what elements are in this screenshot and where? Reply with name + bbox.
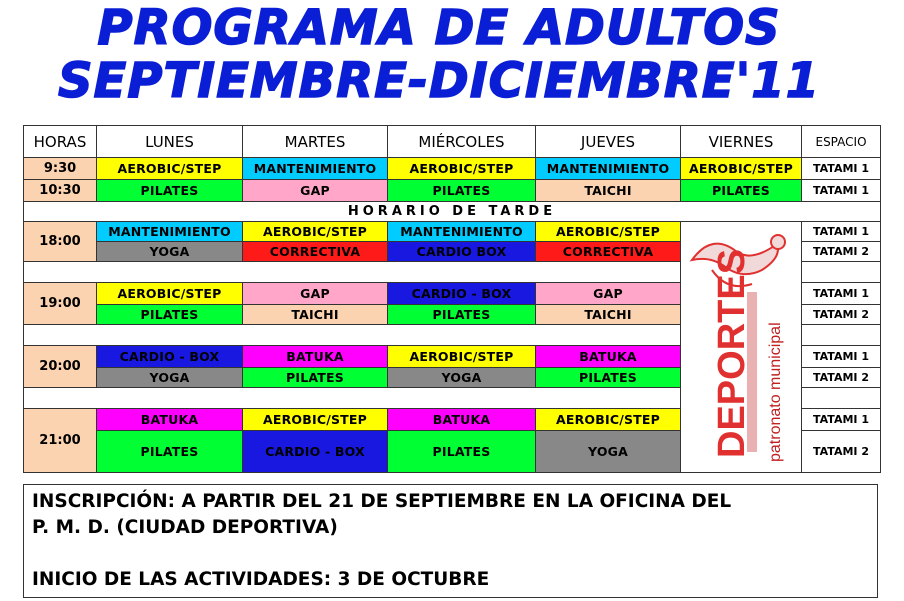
info-line-3: INICIO DE LAS ACTIVIDADES: 3 DE OCTUBRE bbox=[32, 569, 490, 590]
logo-text-2: DEPORTES bbox=[711, 248, 753, 458]
space-cell: TATAMI 1 bbox=[802, 283, 881, 305]
header-martes: MARTES bbox=[243, 126, 388, 158]
header-horas: HORAS bbox=[24, 126, 97, 158]
activity-cell: AEROBIC/STEP bbox=[243, 408, 388, 430]
activity-cell: PILATES bbox=[536, 367, 681, 387]
activity-cell: AEROBIC/STEP bbox=[97, 283, 243, 305]
header-row bbox=[24, 126, 881, 158]
activity-cell: TAICHI bbox=[536, 180, 681, 202]
hour-cell: 10:30 bbox=[24, 180, 97, 202]
activity-cell: AEROBIC/STEP bbox=[388, 346, 536, 367]
space-cell: TATAMI 1 bbox=[802, 180, 881, 202]
activity-cell: GAP bbox=[536, 283, 681, 305]
header-miercoles: MIÉRCOLES bbox=[388, 126, 536, 158]
activity-cell: GAP bbox=[243, 180, 388, 202]
deportes-logo-icon bbox=[682, 222, 800, 472]
header-lunes: LUNES bbox=[97, 126, 243, 158]
activity-cell: PILATES bbox=[388, 305, 536, 325]
spacer-cell bbox=[802, 325, 881, 346]
row-1800-a bbox=[24, 222, 881, 242]
morning-row-0930 bbox=[24, 158, 881, 180]
spacer-cell bbox=[24, 262, 681, 283]
hour-cell: 21:00 bbox=[24, 408, 97, 472]
activity-cell: GAP bbox=[243, 283, 388, 305]
afternoon-label-row bbox=[24, 202, 881, 222]
logo-cell bbox=[681, 222, 802, 473]
morning-row-1030 bbox=[24, 180, 881, 202]
activity-cell: AEROBIC/STEP bbox=[97, 158, 243, 180]
title-line-2: SEPTIEMBRE-DICIEMBRE'11 bbox=[57, 53, 821, 109]
activity-cell: PILATES bbox=[97, 180, 243, 202]
spacer-cell bbox=[802, 387, 881, 408]
space-cell: TATAMI 1 bbox=[802, 346, 881, 367]
activity-cell: AEROBIC/STEP bbox=[536, 222, 681, 242]
spacer-cell bbox=[24, 325, 681, 346]
space-cell: TATAMI 1 bbox=[802, 222, 881, 242]
activity-cell: BATUKA bbox=[536, 346, 681, 367]
activity-cell: CORRECTIVA bbox=[243, 242, 388, 262]
space-cell: TATAMI 2 bbox=[802, 367, 881, 387]
activity-cell: PILATES bbox=[97, 431, 243, 473]
space-cell: TATAMI 1 bbox=[802, 158, 881, 180]
activity-cell: PILATES bbox=[681, 180, 802, 202]
activity-cell: PILATES bbox=[388, 180, 536, 202]
activity-cell: TAICHI bbox=[536, 305, 681, 325]
pmd-logo bbox=[682, 222, 800, 472]
info-line-2: P. M. D. (CIUDAD DEPORTIVA) bbox=[32, 517, 338, 538]
space-cell: TATAMI 2 bbox=[802, 431, 881, 473]
activity-cell: BATUKA bbox=[243, 346, 388, 367]
activity-cell: MANTENIMIENTO bbox=[388, 222, 536, 242]
activity-cell: BATUKA bbox=[388, 408, 536, 430]
activity-cell: TAICHI bbox=[243, 305, 388, 325]
logo-text-1: patronato municipal bbox=[767, 322, 784, 462]
activity-cell: CARDIO - BOX bbox=[97, 346, 243, 367]
hour-cell: 9:30 bbox=[24, 158, 97, 180]
title-line-1: PROGRAMA DE ADULTOS bbox=[97, 0, 781, 56]
activity-cell: YOGA bbox=[536, 431, 681, 473]
activity-cell: MANTENIMIENTO bbox=[243, 158, 388, 180]
activity-cell: AEROBIC/STEP bbox=[536, 408, 681, 430]
activity-cell: PILATES bbox=[243, 367, 388, 387]
spacer-cell bbox=[802, 262, 881, 283]
space-cell: TATAMI 2 bbox=[802, 242, 881, 262]
activity-cell: PILATES bbox=[97, 305, 243, 325]
space-cell: TATAMI 2 bbox=[802, 305, 881, 325]
hour-cell: 18:00 bbox=[24, 222, 97, 262]
hour-cell: 19:00 bbox=[24, 283, 97, 325]
activity-cell: AEROBIC/STEP bbox=[388, 158, 536, 180]
afternoon-label: HORARIO DE TARDE bbox=[24, 202, 881, 222]
activity-cell: YOGA bbox=[97, 242, 243, 262]
activity-cell: YOGA bbox=[97, 367, 243, 387]
header-jueves: JUEVES bbox=[536, 126, 681, 158]
activity-cell: YOGA bbox=[388, 367, 536, 387]
space-cell: TATAMI 1 bbox=[802, 408, 881, 430]
activity-cell: CORRECTIVA bbox=[536, 242, 681, 262]
activity-cell: BATUKA bbox=[97, 408, 243, 430]
activity-cell: CARDIO - BOX bbox=[388, 283, 536, 305]
activity-cell: CARDIO - BOX bbox=[243, 431, 388, 473]
hour-cell: 20:00 bbox=[24, 346, 97, 387]
activity-cell: CARDIO BOX bbox=[388, 242, 536, 262]
activity-cell: MANTENIMIENTO bbox=[97, 222, 243, 242]
activity-cell: PILATES bbox=[388, 431, 536, 473]
activity-cell: MANTENIMIENTO bbox=[536, 158, 681, 180]
activity-cell: AEROBIC/STEP bbox=[243, 222, 388, 242]
info-line-1: INSCRIPCIÓN: A PARTIR DEL 21 DE SEPTIEMBRE EN LA OFICINA DEL bbox=[32, 491, 732, 512]
header-viernes: VIERNES bbox=[681, 126, 802, 158]
activity-cell: AEROBIC/STEP bbox=[681, 158, 802, 180]
header-espacio: ESPACIO bbox=[802, 126, 881, 158]
spacer-cell bbox=[24, 387, 681, 408]
info-box bbox=[23, 484, 878, 598]
schedule-table bbox=[23, 125, 881, 473]
